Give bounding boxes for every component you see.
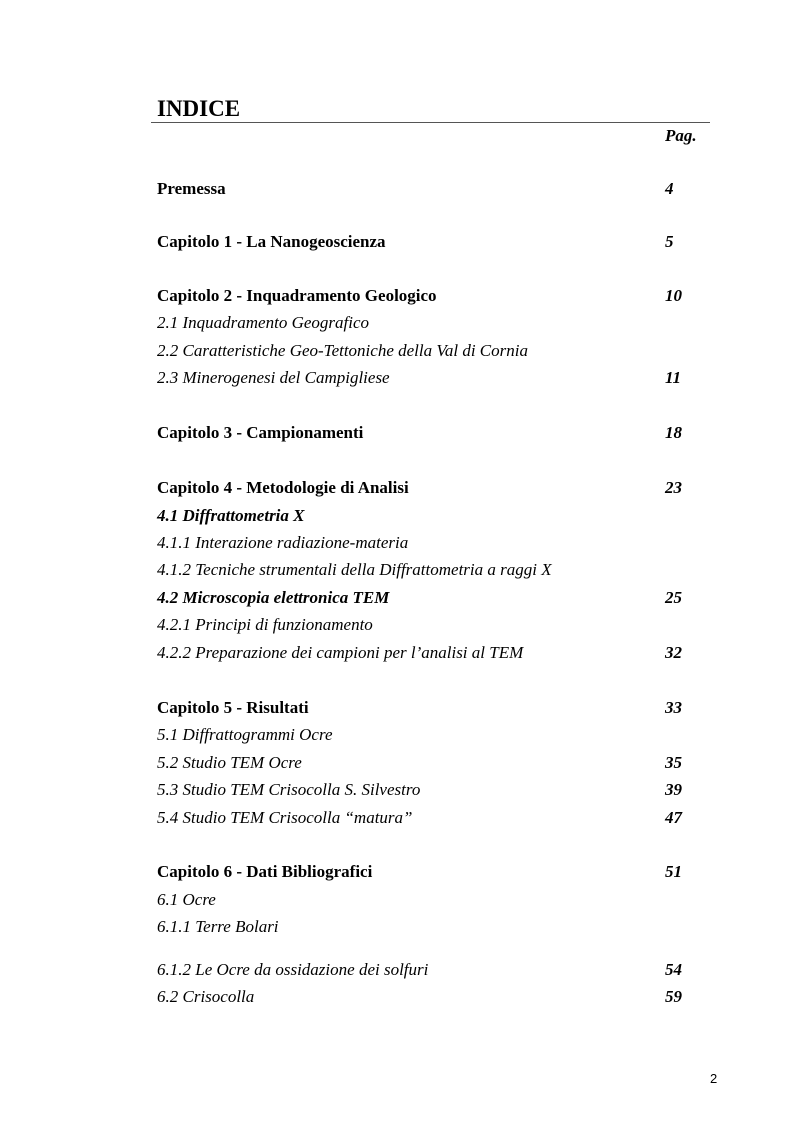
- toc-entry-label: 6.2 Crisocolla: [157, 987, 255, 1006]
- toc-entry-label: Capitolo 4 - Metodologie di Analisi: [157, 478, 409, 497]
- toc-entry: [157, 959, 697, 981]
- toc-entry: [157, 614, 697, 636]
- toc-entry-page: 25: [665, 588, 682, 607]
- toc-entry-label: 5.2 Studio TEM Ocre: [157, 753, 302, 772]
- toc-entry-label: 6.1.2 Le Ocre da ossidazione dei solfuri: [157, 960, 429, 979]
- toc-entry: [157, 779, 697, 801]
- toc-entry-label: 4.2 Microscopia elettronica TEM: [157, 588, 390, 607]
- toc-entry-page: 5: [665, 232, 674, 251]
- toc-entry-label: 4.1 Diffrattometria X: [157, 506, 305, 525]
- toc-entry-label: 5.3 Studio TEM Crisocolla S. Silvestro: [157, 780, 421, 799]
- toc-entry: [157, 312, 697, 334]
- toc-entry: [157, 178, 697, 200]
- toc-entry-page: 54: [665, 960, 682, 979]
- toc-entry-label: Capitolo 3 - Campionamenti: [157, 423, 364, 442]
- toc-entry-label: Capitolo 2 - Inquadramento Geologico: [157, 286, 437, 305]
- toc-entry: [157, 861, 697, 883]
- toc-entry: [157, 697, 697, 719]
- toc-entry-label: 4.2.2 Preparazione dei campioni per l’analisi al TEM: [157, 643, 524, 662]
- toc-entry-page: 33: [665, 698, 682, 717]
- toc-entry-page: 32: [665, 643, 682, 662]
- toc-entry: [157, 477, 697, 499]
- toc-entry: [157, 889, 697, 911]
- toc-entry-label: 6.1.1 Terre Bolari: [157, 917, 279, 936]
- toc-entry-label: 5.4 Studio TEM Crisocolla “matura”: [157, 808, 413, 827]
- toc-entry: [157, 752, 697, 774]
- toc-entry-label: 2.2 Caratteristiche Geo-Tettoniche della Val di Cornia: [157, 341, 528, 360]
- toc-entry: [157, 724, 697, 746]
- toc-entry-label: 4.1.2 Tecniche strumentali della Diffrattometria a raggi X: [157, 560, 552, 579]
- toc-entry: [157, 340, 697, 362]
- toc-entry: [157, 231, 697, 253]
- toc-entry-label: 6.1 Ocre: [157, 890, 216, 909]
- toc-entry: [157, 532, 697, 554]
- toc-entry-page: 18: [665, 423, 682, 442]
- toc-entry: [157, 505, 697, 527]
- toc-entry: [157, 285, 697, 307]
- toc-entry: [157, 642, 697, 664]
- toc-entry-label: 2.1 Inquadramento Geografico: [157, 313, 370, 332]
- toc-entry-label: Capitolo 1 - La Nanogeoscienza: [157, 232, 386, 251]
- page-column-label: Pag.: [665, 126, 697, 145]
- toc-entry: [157, 559, 697, 581]
- toc-entry-page: 51: [665, 862, 682, 881]
- toc-entry-label: Capitolo 5 - Risultati: [157, 698, 309, 717]
- toc-entry-label: 4.2.1 Principi di funzionamento: [157, 615, 373, 634]
- toc-entry-page: 47: [665, 808, 682, 827]
- toc-entry-page: 10: [665, 286, 682, 305]
- toc-entry-label: 2.3 Minerogenesi del Campigliese: [157, 368, 390, 387]
- toc-entry: [157, 587, 697, 609]
- toc-entry-page: 35: [665, 753, 682, 772]
- toc-entry-page: 4: [665, 179, 674, 198]
- toc-entry-label: 4.1.1 Interazione radiazione-materia: [157, 533, 409, 552]
- toc-entry-label: 5.1 Diffrattogrammi Ocre: [157, 725, 333, 744]
- toc-entry: [157, 422, 697, 444]
- toc-entry-label: Premessa: [157, 179, 226, 198]
- toc-entry-page: 23: [665, 478, 682, 497]
- toc-entry-label: Capitolo 6 - Dati Bibliografici: [157, 862, 373, 881]
- page-number: 2: [710, 1071, 718, 1086]
- toc-entry: [157, 916, 697, 938]
- toc-entry: [157, 367, 697, 389]
- toc-entry-page: 59: [665, 987, 682, 1006]
- index-heading: INDICE: [157, 96, 241, 121]
- toc-entry: [157, 986, 697, 1008]
- toc-entry-page: 11: [665, 368, 682, 387]
- toc-entry: [157, 807, 697, 829]
- toc-entry-page: 39: [665, 780, 682, 799]
- heading-rule: [151, 122, 710, 123]
